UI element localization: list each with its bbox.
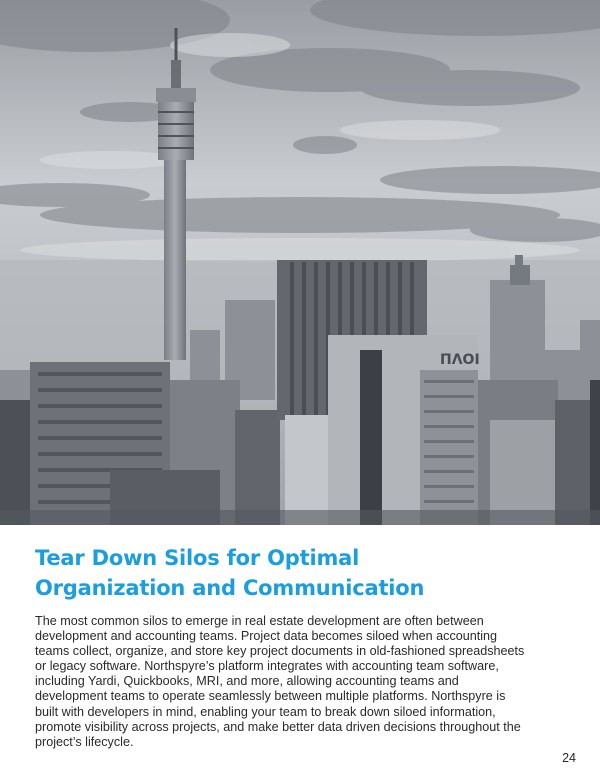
body-line: development teams to operate seamlessly between multiple platforms. Northspyre is [35,689,506,704]
body-line: promote visibility across projects, and make better data driven decisions throughout the [35,719,521,734]
page-number: 24 [562,751,576,765]
body-line: development and accounting teams. Project data becomes siloed when accounting [35,629,498,644]
body-line: or legacy software. Northspyre’s platform integrates with accounting team software, [35,659,499,674]
tower-sign: ΠΛΟΙ [440,352,480,368]
section-heading-line-1: Tear Down Silos for Optimal [35,546,360,570]
body-line: The most common silos to emerge in real estate development are often between [35,614,484,628]
body-line: project’s lifecycle. [35,734,134,749]
section-heading-line-2: Organization and Communication [35,576,425,600]
section-heading [35,543,565,603]
body-line: including Yardi, Quickbooks, MRI, and more, allowing accounting teams and [35,674,459,689]
body-line: teams collect, organize, and store key project documents in old-fashioned spreadsheets [35,644,525,659]
body-line: built with developers in mind, enabling your team to break down siloed information, [35,704,496,719]
body-paragraph [35,614,575,750]
